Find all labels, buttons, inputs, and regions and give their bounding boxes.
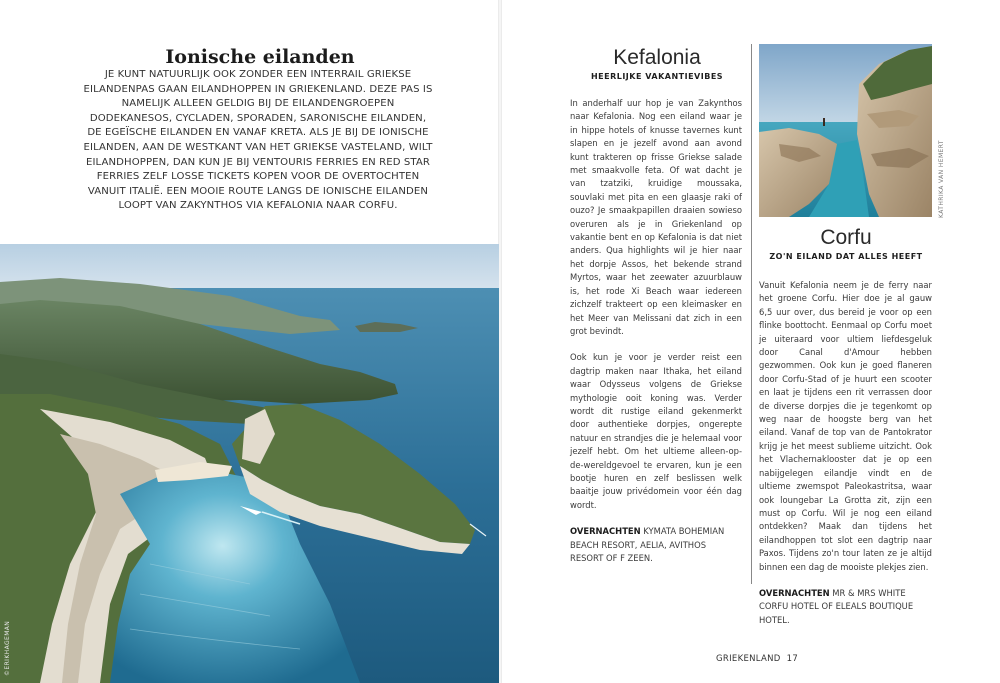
kefalonia-article	[570, 97, 742, 578]
page-number: 17	[786, 654, 799, 664]
kefalonia-stay	[570, 525, 742, 565]
kefalonia-subheading: HEERLIJKE VAKANTIEVIBES	[590, 72, 724, 81]
corfu-heading: Corfu	[820, 226, 872, 249]
photo-credit-left: ©ERIKHAGEMAN	[4, 620, 11, 676]
kefalonia-stay-text: KYMATA BOHEMIAN BEACH RESORT, AELIA, AVITHOS RESORT OF F ZEEN.	[570, 526, 725, 563]
corfu-article	[759, 279, 932, 640]
navagio-bay-photo	[0, 244, 499, 683]
kefalonia-heading: Kefalonia	[613, 46, 701, 69]
kefalonia-paragraph-1: In anderhalf uur hop je van Zakynthos naar Kefalonia. Nog een eiland waar je in hippe hotels of knusse tavernes kunt slapen en je jezelf avond aan avond kunt trakteren op frisse Griekse salade met smaakvolle feta. Of wat dacht je van tzatziki, kruidige moussaka, souvlaki met pita en een glaasje raki of ouzo? Je smaakpapillen draaien sowieso overuren als je in Griekenland op vakantie bent en op Kefalonia is dat niet anders. Qua highlights wil je hier naar het dorpje Assos, het bekende strand Myrtos, waar het zeewater azuurblauw is, het rode Xi Beach waar iedereen zichzelf trakteert op een kleimasker en het Meer van Melissani dat zich in een grot bevindt.	[570, 98, 742, 336]
footer-section: GRIEKENLAND	[716, 654, 781, 664]
kefalonia-paragraph-2: Ook kun je voor je verder reist een dagtrip maken naar Ithaka, het eiland waar Odysseus volgens de Griekse mythologie ooit koning was. Verder wordt dit rustige eiland gekenmerkt door authentieke dorpjes, ongerepte natuur en strandjes die je helemaal voor jezelf hebt. Om het ultieme alleen-op-de-wereldgevoel te ervaren, kun je een bootje huren en zelf beslissen welk baaitje jouw privédomein voor één dag wordt.	[570, 352, 742, 510]
page-title: Ionische eilanden	[165, 46, 355, 68]
page-footer	[716, 654, 798, 664]
canal-damour-photo	[759, 44, 932, 217]
photo-credit-right: KATHRIKA VAN HEMERT	[938, 140, 945, 218]
kefalonia-stay-label: OVERNACHTEN	[570, 526, 641, 537]
intro-paragraph: JE KUNT NATUURLIJK OOK ZONDER EEN INTERRAIL GRIEKSE EILANDENPAS GAAN EILANDHOPPEN IN GRIEKENLAND. DEZE PAS IS NAMELIJK ALLEEN GELDIG BIJ DE EILANDENGROEPEN DODEKANESOS, CYCLADEN, SPORADEN, SARONISCHE EILANDEN, DE EGEÏSCHE EILANDEN EN VANAF KRETA. ALS JE BIJ DE IONISCHE EILANDEN, AAN DE WESTKANT VAN HET GRIEKSE VASTELAND, WILT EILANDHOPPEN, DAN KUN JE BIJ VENTOURIS FERRIES EN RED STAR FERRIES ZELF LOSSE TICKETS KOPEN VOOR DE OVERTOCHTEN VANUIT ITALIË. EEN MOOIE ROUTE LANGS DE IONISCHE EILANDEN LOOPT VAN ZAKYNTHOS VIA KEFALONIA NAAR CORFU.	[83, 69, 433, 212]
corfu-stay-label: OVERNACHTEN	[759, 587, 830, 598]
aerial-coast-image	[0, 244, 499, 683]
corfu-stay-text: MR & MRS WHITE CORFU HOTEL OF ELEALS BOUTIQUE HOTEL.	[759, 587, 914, 625]
corfu-stay	[759, 587, 932, 627]
corfu-subheading: ZO'N EILAND DAT ALLES HEEFT	[769, 252, 923, 261]
coastal-rocks-image	[759, 44, 932, 217]
corfu-paragraph-1: Vanuit Kefalonia neem je de ferry naar het groene Corfu. Hier doe je al gauw 6,5 uur over, dus bereid je voor op een flinke boottocht. Eenmaal op Corfu moet je uiteraard voor ultiem liefdesgeluk door Canal d'Amour hebben gezwommen. Ook kun je goed flaneren door Corfu-Stad of je huurt een scooter en laat je tijdens een rit verrassen door de diverse dorpjes die je tegenkomt op weg naar de hoogste berg van het eiland. Vanaf de top van de Pantokrator krijg je het meest sublieme uitzicht. Ook het Vlachernaklooster dat je op een nabijgelegen eilandje vindt en de ultieme zwemspot Paleokastritsa, waar ook loungebar La Grotta zit, zijn een must op Corfu. Wil je nog een eiland ontdekken? Maak dan tijdens het eilandhoppen tot slot een dagtrip naar Paxos. Tijdens zo'n tour laten ze je altijd binnen een dag de mooiste plekjes zien.	[759, 280, 932, 572]
column-divider	[751, 44, 752, 584]
